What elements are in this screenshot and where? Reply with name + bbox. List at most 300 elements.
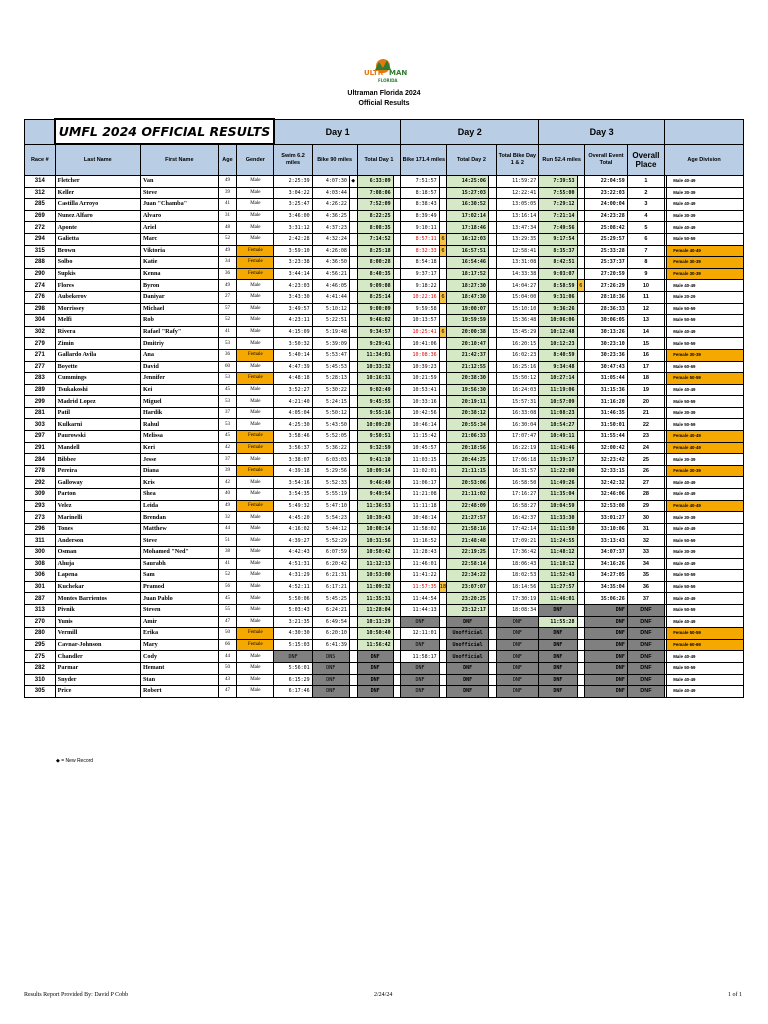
bike2-marker <box>439 454 447 466</box>
event-total: 32:33:15 <box>585 465 628 477</box>
total1-marker <box>393 280 401 292</box>
table-row <box>25 280 744 292</box>
first-name: Dmitriy <box>140 338 218 350</box>
bike2-time: 11:46:01 <box>401 558 439 570</box>
total1-marker <box>393 419 401 431</box>
bike1-time: 5:52:05 <box>312 431 349 443</box>
bike2-time: 11:58:02 <box>401 523 439 535</box>
total2-marker <box>488 315 496 327</box>
bike1-marker <box>349 604 357 616</box>
last-name: Keller <box>55 187 140 199</box>
total-bike-time: 16:30:04 <box>496 419 539 431</box>
swim-time: 3:56:37 <box>274 442 312 454</box>
bike2-marker <box>439 257 447 269</box>
last-name: Parmar <box>55 662 140 674</box>
event-total: 23:22:03 <box>585 187 628 199</box>
total2-marker <box>488 500 496 512</box>
total2-time: 16:57:51 <box>447 245 489 257</box>
bike2-marker: 6 <box>439 245 447 257</box>
total-bike-time: 16:42:37 <box>496 512 539 524</box>
run-marker <box>577 373 585 385</box>
race-number: 295 <box>25 639 56 651</box>
total1-marker <box>393 257 401 269</box>
bike2-marker: 6 <box>439 326 447 338</box>
total2-time: 18:27:30 <box>447 280 489 292</box>
bike2-time: 10:42:56 <box>401 407 439 419</box>
total2-marker <box>488 384 496 396</box>
age: 48 <box>218 222 237 234</box>
total2-time: DNF <box>447 686 489 698</box>
age: 50 <box>218 662 237 674</box>
run-time: 9:36:26 <box>539 303 577 315</box>
run-marker <box>577 558 585 570</box>
total-bike-time: 18:08:34 <box>496 604 539 616</box>
race-number: 291 <box>25 442 56 454</box>
event-total: 31:55:44 <box>585 431 628 443</box>
total-bike-time: DNF <box>496 639 539 651</box>
gender: Male <box>237 535 274 547</box>
bike2-marker <box>439 547 447 559</box>
overall-place: 36 <box>627 581 664 593</box>
bike2-time: 9:59:58 <box>401 303 439 315</box>
total1-marker <box>393 662 401 674</box>
overall-place: 22 <box>627 419 664 431</box>
last-name: Snyder <box>55 674 140 686</box>
event-total: 35:06:26 <box>585 593 628 605</box>
total2-marker <box>488 222 496 234</box>
bike2-time: 11:02:01 <box>401 465 439 477</box>
bike1-time: 4:32:24 <box>312 233 349 245</box>
total-bike-time: 16:58:27 <box>496 500 539 512</box>
total2-time: 21:48:48 <box>447 535 489 547</box>
overall-place: 5 <box>627 222 664 234</box>
last-name: Kulkarni <box>55 419 140 431</box>
total1-time: 10:09:20 <box>357 419 393 431</box>
total1-time: 7:52:09 <box>357 199 393 211</box>
total-bike-time: DNF <box>496 616 539 628</box>
event-total: 30:23:10 <box>585 338 628 350</box>
bike1-time: 4:36:50 <box>312 257 349 269</box>
total2-marker <box>488 465 496 477</box>
last-name: Rivera <box>55 326 140 338</box>
total-bike-time: 16:22:19 <box>496 442 539 454</box>
age: 49 <box>218 176 237 188</box>
run-marker <box>577 396 585 408</box>
age-division: Male 50-59 <box>667 662 744 674</box>
overall-place: 23 <box>627 431 664 443</box>
first-name: Robert <box>140 686 218 698</box>
bike2-time: 8:18:57 <box>401 187 439 199</box>
swim-time: 4:39:27 <box>274 535 312 547</box>
event-total: 25:29:57 <box>585 233 628 245</box>
total1-marker <box>393 477 401 489</box>
total1-time: 8:25:18 <box>357 245 393 257</box>
first-name: Saurabh <box>140 558 218 570</box>
total1-marker <box>393 349 401 361</box>
bike2-time: DNF <box>401 616 439 628</box>
swim-time: 3:31:12 <box>274 222 312 234</box>
last-name: Vermill <box>55 628 140 640</box>
bike2-time: 11:58:17 <box>401 651 439 663</box>
total-bike-time: 13:29:35 <box>496 233 539 245</box>
bike2-time: 10:53:41 <box>401 384 439 396</box>
total1-time: 11:09:32 <box>357 581 393 593</box>
total2-marker <box>488 616 496 628</box>
bike1-marker <box>349 442 357 454</box>
bike2-marker <box>439 535 447 547</box>
total2-marker <box>488 662 496 674</box>
age-division: Male 50-59 <box>667 338 744 350</box>
total-bike-time: 17:42:14 <box>496 523 539 535</box>
table-row <box>25 593 744 605</box>
total2-marker <box>488 303 496 315</box>
total1-marker <box>393 245 401 257</box>
total2-marker <box>488 639 496 651</box>
col-last-name: Last Name <box>55 144 140 176</box>
age-division: Female 50-59 <box>667 373 744 385</box>
age-division: Male 40-49 <box>667 593 744 605</box>
run-marker <box>577 199 585 211</box>
swim-time: 6:17:46 <box>274 686 312 698</box>
event-total: 32:23:42 <box>585 454 628 466</box>
age: 52 <box>218 315 237 327</box>
total1-time: 10:31:56 <box>357 535 393 547</box>
table-row <box>25 268 744 280</box>
age: 45 <box>218 431 237 443</box>
race-number: 283 <box>25 373 56 385</box>
total-bike-time: 15:04:00 <box>496 291 539 303</box>
table-row <box>25 604 744 616</box>
first-name: Daniyar <box>140 291 218 303</box>
swim-time: 4:31:29 <box>274 570 312 582</box>
bike1-marker <box>349 233 357 245</box>
total1-time: 11:36:53 <box>357 500 393 512</box>
bike2-marker <box>439 268 447 280</box>
run-time: DNF <box>539 604 577 616</box>
run-marker <box>577 384 585 396</box>
overall-place: 10 <box>627 280 664 292</box>
total2-marker <box>488 489 496 501</box>
bike1-marker <box>349 674 357 686</box>
bike2-time: 11:44:54 <box>401 593 439 605</box>
total2-time: DNF <box>447 616 489 628</box>
age-division: Male 30-39 <box>667 512 744 524</box>
total2-time: 22:58:14 <box>447 558 489 570</box>
swim-time: 3:46:00 <box>274 210 312 222</box>
bike1-time: 4:46:05 <box>312 280 349 292</box>
age: 44 <box>218 651 237 663</box>
swim-time: 3:21:35 <box>274 616 312 628</box>
bike1-time: 4:26:08 <box>312 245 349 257</box>
last-name: Anderson <box>55 535 140 547</box>
run-time: DNF <box>539 686 577 698</box>
bike2-marker <box>439 210 447 222</box>
table-row <box>25 373 744 385</box>
total-bike-time: 13:47:34 <box>496 222 539 234</box>
swim-time: 5:56:01 <box>274 662 312 674</box>
event-total: 28:18:36 <box>585 291 628 303</box>
run-time: 11:49:26 <box>539 477 577 489</box>
total2-marker <box>488 268 496 280</box>
bike2-time: 9:37:17 <box>401 268 439 280</box>
table-row <box>25 512 744 524</box>
bike2-time: DNF <box>401 674 439 686</box>
day1-label: Day 1 <box>274 119 401 144</box>
bike1-time: 5:39:09 <box>312 338 349 350</box>
total-bike-time: 13:31:08 <box>496 257 539 269</box>
bike1-time: 6:24:21 <box>312 604 349 616</box>
run-marker <box>577 233 585 245</box>
first-name: Melissa <box>140 431 218 443</box>
race-number: 296 <box>25 523 56 535</box>
bike1-marker <box>349 245 357 257</box>
total1-marker <box>393 396 401 408</box>
bike2-marker <box>439 187 447 199</box>
total1-marker <box>393 222 401 234</box>
race-number: 302 <box>25 326 56 338</box>
first-name: Ana <box>140 349 218 361</box>
total2-marker <box>488 651 496 663</box>
age-division: Female 30-39 <box>667 465 744 477</box>
footer-date: 2/24/24 <box>374 992 393 998</box>
race-number: 278 <box>25 465 56 477</box>
gender: Male <box>237 547 274 559</box>
total1-time: 8:25:14 <box>357 291 393 303</box>
bike2-marker <box>439 616 447 628</box>
overall-place: DNF <box>627 604 664 616</box>
total1-marker <box>393 326 401 338</box>
age-division: Male 40-49 <box>667 199 744 211</box>
event-total: 32:42:32 <box>585 477 628 489</box>
age-division: Male 30-39 <box>667 407 744 419</box>
age-division: Male 40-49 <box>667 280 744 292</box>
event-total: 27:26:29 <box>585 280 628 292</box>
results-table <box>24 118 744 698</box>
total2-time: 23:20:25 <box>447 593 489 605</box>
race-number: 288 <box>25 257 56 269</box>
age-division: Male 60-69 <box>667 361 744 373</box>
age-division: Male 50-59 <box>667 233 744 245</box>
table-row <box>25 326 744 338</box>
race-number: 285 <box>25 199 56 211</box>
footer-provider: Results Report Provided By: David P Cobb <box>24 992 129 998</box>
swim-time: 4:15:09 <box>274 326 312 338</box>
run-marker <box>577 662 585 674</box>
gender: Female <box>237 442 274 454</box>
first-name: Keri <box>140 442 218 454</box>
age-division: Male 30-39 <box>667 210 744 222</box>
table-row <box>25 349 744 361</box>
race-number: 314 <box>25 176 56 188</box>
first-name: Mohamed "Ned" <box>140 547 218 559</box>
event-total: 32:46:06 <box>585 489 628 501</box>
total1-marker <box>393 547 401 559</box>
bike2-time: 10:39:23 <box>401 361 439 373</box>
total2-marker <box>488 187 496 199</box>
age-division: Male 40-49 <box>667 222 744 234</box>
bike1-marker <box>349 431 357 443</box>
total1-marker <box>393 651 401 663</box>
bike1-marker <box>349 489 357 501</box>
swim-time: 3:49:57 <box>274 303 312 315</box>
run-marker <box>577 338 585 350</box>
bike1-marker <box>349 477 357 489</box>
total-bike-time: 18:02:53 <box>496 570 539 582</box>
race-number: 276 <box>25 291 56 303</box>
bike2-time: 10:45:57 <box>401 442 439 454</box>
table-row <box>25 523 744 535</box>
bike1-marker <box>349 535 357 547</box>
total-bike-time: 14:04:27 <box>496 280 539 292</box>
total2-time: 19:00:07 <box>447 303 489 315</box>
gender: Male <box>237 384 274 396</box>
first-name: Rahul <box>140 419 218 431</box>
swim-time: 4:51:31 <box>274 558 312 570</box>
last-name: Nunez Alfaro <box>55 210 140 222</box>
run-time: 10:04:59 <box>539 500 577 512</box>
run-marker <box>577 674 585 686</box>
total1-marker <box>393 431 401 443</box>
total1-marker <box>393 500 401 512</box>
total-bike-time: 17:30:19 <box>496 593 539 605</box>
last-name: Tones <box>55 523 140 535</box>
total-bike-time: 15:50:12 <box>496 373 539 385</box>
gender: Female <box>237 500 274 512</box>
total2-time: 20:38:30 <box>447 373 489 385</box>
overall-place: 17 <box>627 361 664 373</box>
total1-marker <box>393 535 401 547</box>
run-marker <box>577 407 585 419</box>
age: 53 <box>218 396 237 408</box>
bike2-marker <box>439 628 447 640</box>
run-time: 10:06:06 <box>539 315 577 327</box>
total2-time: 17:02:14 <box>447 210 489 222</box>
total1-time: 10:09:14 <box>357 465 393 477</box>
table-row <box>25 361 744 373</box>
col-age-division: Age Division <box>665 144 744 176</box>
total2-marker <box>488 419 496 431</box>
total1-time: 9:55:16 <box>357 407 393 419</box>
col-overall-place: Overall Place <box>627 144 664 176</box>
total1-time: 10:50:40 <box>357 628 393 640</box>
last-name: Castilla Arroyo <box>55 199 140 211</box>
last-name: Osman <box>55 547 140 559</box>
bike1-time: 6:20:42 <box>312 558 349 570</box>
total2-marker <box>488 349 496 361</box>
swim-time: 4:42:43 <box>274 547 312 559</box>
age-division: Male 50-59 <box>667 535 744 547</box>
total1-marker <box>393 674 401 686</box>
bike2-marker <box>439 384 447 396</box>
swim-time: 4:39:18 <box>274 465 312 477</box>
bike2-marker <box>439 639 447 651</box>
overall-place: 31 <box>627 523 664 535</box>
bike2-time: 10:13:57 <box>401 315 439 327</box>
swim-time: 5:03:43 <box>274 604 312 616</box>
age: 42 <box>218 442 237 454</box>
bike1-marker <box>349 570 357 582</box>
total2-time: 20:44:25 <box>447 454 489 466</box>
bike2-time: 8:54:18 <box>401 257 439 269</box>
total2-time: 22:19:25 <box>447 547 489 559</box>
legend-text: = New Record <box>61 758 94 764</box>
run-time: 8:40:59 <box>539 349 577 361</box>
race-number: 306 <box>25 570 56 582</box>
bike1-marker <box>349 199 357 211</box>
total2-time: 15:27:03 <box>447 187 489 199</box>
age-division: Male 30-39 <box>667 187 744 199</box>
gender: Male <box>237 187 274 199</box>
event-total: 28:36:33 <box>585 303 628 315</box>
event-total: 32:00:42 <box>585 442 628 454</box>
age: 36 <box>218 268 237 280</box>
total1-marker <box>393 442 401 454</box>
table-row <box>25 187 744 199</box>
event-total: DNF <box>585 674 628 686</box>
total1-marker <box>393 187 401 199</box>
age-division: Male 50-59 <box>667 604 744 616</box>
bike2-time: 11:11:18 <box>401 500 439 512</box>
bike1-time: 5:29:56 <box>312 465 349 477</box>
bike1-marker <box>349 454 357 466</box>
table-row <box>25 616 744 628</box>
overall-place: DNF <box>627 674 664 686</box>
total-bike-time: 13:05:05 <box>496 199 539 211</box>
bike1-time: 5:45:25 <box>312 593 349 605</box>
age-division: Male 40-49 <box>667 558 744 570</box>
age: 47 <box>218 686 237 698</box>
age: 37 <box>218 454 237 466</box>
bike1-time: DNS <box>312 651 349 663</box>
swim-time: 2:25:39 <box>274 176 312 188</box>
bike1-time: 5:47:10 <box>312 500 349 512</box>
age-division: Male 20-29 <box>667 291 744 303</box>
overall-place: 15 <box>627 338 664 350</box>
first-name: David <box>140 361 218 373</box>
total2-time: 16:54:46 <box>447 257 489 269</box>
run-marker <box>577 419 585 431</box>
bike2-marker <box>439 338 447 350</box>
bike2-time: 8:39:49 <box>401 210 439 222</box>
table-row <box>25 465 744 477</box>
age-division: Male 30-39 <box>667 547 744 559</box>
total-bike-time: 15:45:29 <box>496 326 539 338</box>
race-number: 309 <box>25 489 56 501</box>
overall-place: 28 <box>627 489 664 501</box>
swim-time: 3:43:30 <box>274 291 312 303</box>
race-number: 284 <box>25 454 56 466</box>
age-division: Male 40-49 <box>667 176 744 188</box>
age: 43 <box>218 674 237 686</box>
bike2-marker <box>439 523 447 535</box>
bike1-marker <box>349 257 357 269</box>
total2-time: 21:42:37 <box>447 349 489 361</box>
total2-marker <box>488 280 496 292</box>
table-row <box>25 477 744 489</box>
last-name: Paurowski <box>55 431 140 443</box>
age: 49 <box>218 280 237 292</box>
first-name: Amir <box>140 616 218 628</box>
bike2-time: 11:21:08 <box>401 489 439 501</box>
total-bike-time: 14:33:38 <box>496 268 539 280</box>
overall-place: DNF <box>627 616 664 628</box>
total2-time: 21:12:55 <box>447 361 489 373</box>
overall-place: 7 <box>627 245 664 257</box>
race-number: 281 <box>25 407 56 419</box>
total1-marker <box>393 639 401 651</box>
run-time: 7:55:00 <box>539 187 577 199</box>
overall-place: 27 <box>627 477 664 489</box>
